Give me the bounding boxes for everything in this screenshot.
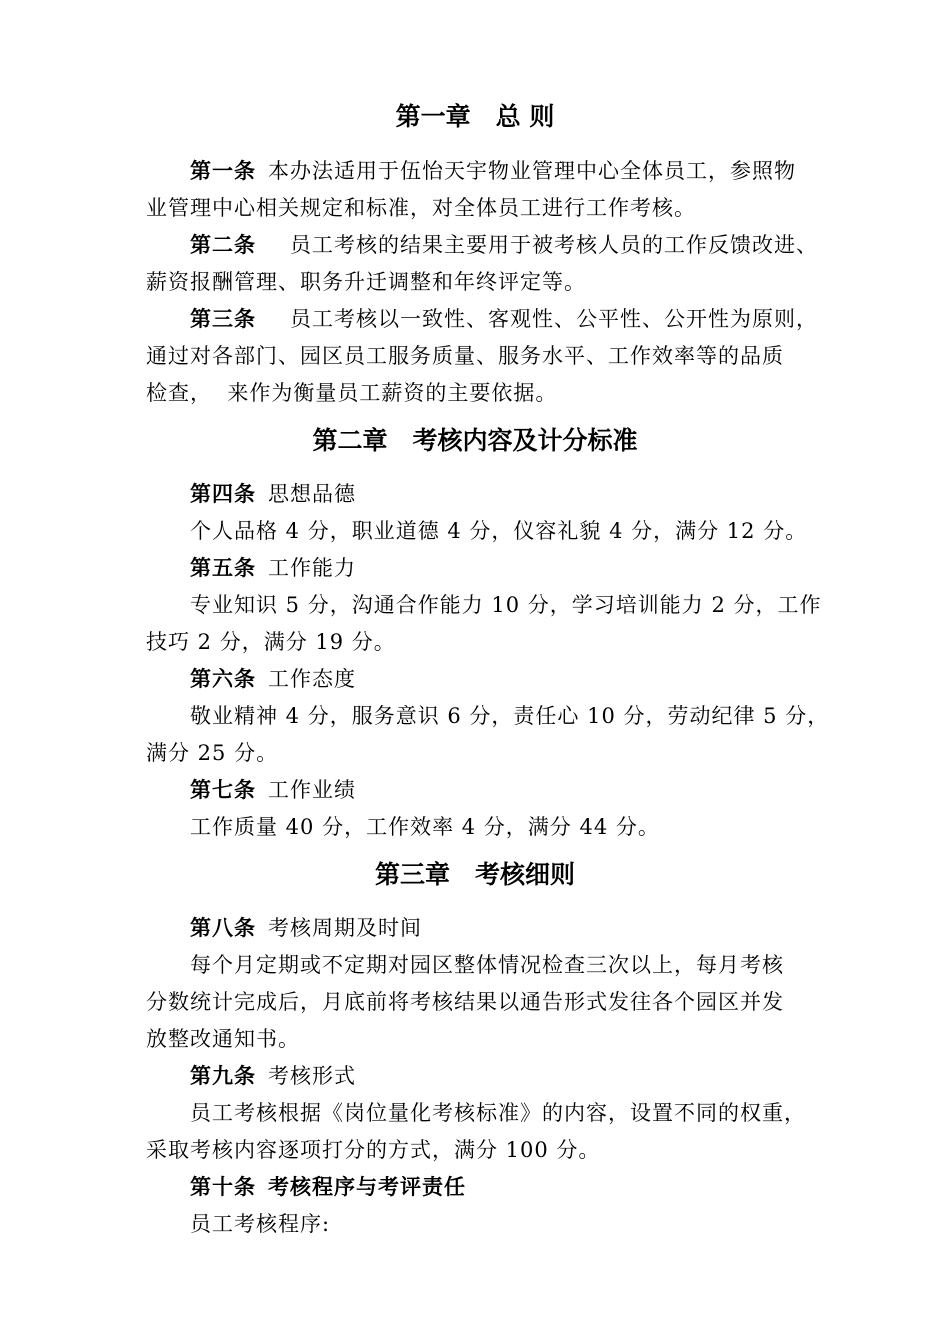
article-text-line: 分数统计完成后，月底前将考核结果以通告形式发往各个园区并发	[146, 990, 784, 1014]
article-heading: 工作业绩	[268, 778, 356, 802]
article-text: 本办法适用于伍怡天宇物业管理中心全体员工，参照物	[268, 159, 796, 183]
article-heading: 工作态度	[268, 667, 356, 691]
article-text: 员工考核以一致性、客观性、公平性、公开性为原则，	[290, 307, 818, 331]
article-text-line: 工作质量 40 分，工作效率 4 分，满分 44 分。	[190, 815, 660, 839]
article-first-line	[190, 157, 796, 185]
article-text-line: 个人品格 4 分，职业道德 4 分，仪容礼貌 4 分，满分 12 分。	[190, 519, 808, 543]
article-heading: 考核形式	[268, 1064, 356, 1088]
article-heading-line	[190, 776, 356, 804]
article-heading: 思想品德	[268, 482, 356, 506]
article-label: 第七条	[190, 777, 256, 802]
article-text-line: 敬业精神 4 分，服务意识 6 分，责任心 10 分，劳动纪律 5 分，	[190, 704, 830, 728]
article-heading: 考核程序与考评责任	[268, 1174, 466, 1199]
article-text-line: 员工考核程序:	[190, 1212, 331, 1236]
article-text-line: 采取考核内容逐项打分的方式，满分 100 分。	[146, 1138, 601, 1162]
chapter-title: 第二章 考核内容及计分标准	[312, 426, 638, 455]
article-label: 第二条	[190, 232, 256, 257]
article-label: 第六条	[190, 666, 256, 691]
article-label: 第八条	[190, 915, 256, 940]
article-text-line: 放整改通知书。	[146, 1027, 300, 1051]
article-text-line: 每个月定期或不定期对园区整体情况检查三次以上，每月考核	[190, 953, 784, 977]
article-label: 第十条	[190, 1174, 256, 1199]
article-text-line: 薪资报酬管理、职务升迁调整和年终评定等。	[146, 270, 586, 294]
article-heading-line	[190, 554, 356, 582]
article-text-line: 专业知识 5 分，沟通合作能力 10 分，学习培训能力 2 分，工作	[190, 593, 822, 617]
article-label: 第一条	[190, 158, 256, 183]
article-text-line: 技巧 2 分，满分 19 分。	[146, 630, 396, 654]
article-heading-line	[190, 480, 356, 508]
article-heading: 考核周期及时间	[268, 916, 422, 940]
article-heading-line	[190, 1173, 466, 1201]
article-heading-line	[190, 665, 356, 693]
article-label: 第三条	[190, 306, 256, 331]
article-text-line: 满分 25 分。	[146, 741, 279, 765]
article-label: 第四条	[190, 481, 256, 506]
article-heading-line	[190, 1062, 356, 1090]
chapter-title: 第一章 总 则	[395, 102, 555, 131]
article-label: 第五条	[190, 555, 256, 580]
article-heading: 工作能力	[268, 556, 356, 580]
article-text: 员工考核的结果主要用于被考核人员的工作反馈改进、	[290, 233, 818, 257]
article-text-line: 业管理中心相关规定和标准，对全体员工进行工作考核。	[146, 196, 696, 220]
article-text-line: 通过对各部门、园区员工服务质量、服务水平、工作效率等的品质	[146, 344, 784, 368]
article-first-line	[190, 231, 818, 259]
article-text-line: 检查， 来作为衡量员工薪资的主要依据。	[146, 381, 558, 405]
chapter-title: 第三章 考核细则	[374, 860, 575, 889]
article-heading-line	[190, 914, 422, 942]
article-text-line: 员工考核根据《岗位量化考核标准》的内容，设置不同的权重，	[190, 1101, 806, 1125]
article-label: 第九条	[190, 1063, 256, 1088]
article-first-line	[190, 305, 818, 333]
